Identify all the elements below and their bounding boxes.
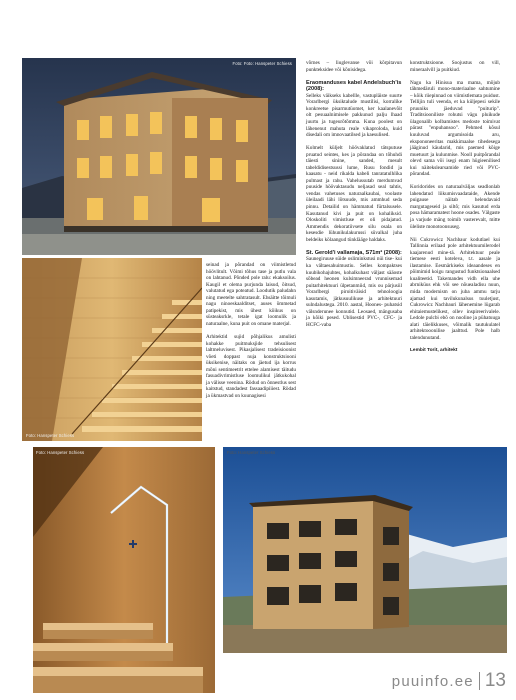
photo-credit: Foto: Foto: Hanspeter Schiess <box>232 61 292 66</box>
paragraph: Koridorides on naturaalväljas seadlonlab lahendatud liikumisvaadataide, Akende puigause näitab helendavaid margutageseid ja siltõ; mis kasutud erda posa hämaramatest hoone osades. Välgaste ja varjude mäng toimib vasterevalt, mitte üleliste monotoonsuseg. <box>410 184 500 230</box>
paragraph: Saunegiruuse süide osliminkstusi nüi tise- kui ka vältaesahuimustiu. Selles kompaktses kuubikohajuhtes, kohalkuhast väljast sääoste sõbead heonen kulsimneerad vrunnisemad puitarhitektuuri ülpetanmiid, mis ou pärjusiil Vorarlbergi piroitiväisid tehnoloogia kasutamis, jätkusuulikuse ja arhitektuuri sulndalustega. 2010. aastal, Hoones- puhatsid välsnderunee konnutid. Leosaed, mängusaba ja kõiki pesed. Ublisestid PVC-, CFC- ja HCFC-vaba <box>306 256 402 328</box>
photo-chapel-interior <box>33 447 215 693</box>
paragraph: Nagu ka Hinisua ma mama, mõjub tähmedäruli mono-materiaalne sahtumine – kõik riiepinnad on viimistlemata puidust. Tellijin tuli veenda, et ka küljepesi sekile pruuniks jäeduvad "puiturip". Traditsiooniliste rohutsi vägu pluikude ülagonalib kolbamistes medoste toimivat pärast "enpuhansoo". Pehmed kõsul kuuluvad argumisoida aru, ekspononeeritas makkimaalse tihedesega jääginud käudarid, mis paemed kõige muetuurt ja kulunmise. Nooll puitpõrandal olevd sama või isegi enam hügieenilised kui näitekslearsamide ried või PVC-põrandad. <box>410 79 500 178</box>
paragraph: Nii Cukrowicz Nachbaur kodutlael kui Tallinnia erilaad pole arhitektuumilerodel kaajarenud mine-tä. Arhitektuur peale tiemese eesti koteleva, t.t. aasale ja ilastamise. Eesmärkiseks ideaandeses en põimimid koigu rangustud funktsionaalsed kualiteetid. Takemandes vidh ella uhe abrniküus ehk või see nõuealadisu nuun, mida modernism on juba ammu tarju ajamad kui tavilukunalsus tuuletjust, Cukrowicz Nachbauri lähenemine lügarab ehitaiemustelikest, ollev inspireerivalele. Ledole pulcbi ebõ on nooline ja pühatuuga alati täielikkuses, võimalik tautukulatel arhitektooonilise jaalttud. Pole halb talendunutand. <box>410 236 500 341</box>
section-heading: St. Gerold'i vallamaja, S71m² (2008): <box>306 249 402 256</box>
house-illustration <box>22 58 296 255</box>
stairs-illustration <box>22 258 202 441</box>
photo-credit: Foto: Hanspeter Schiess <box>26 433 75 438</box>
photo-wooden-stairs <box>22 258 202 441</box>
photo-school-building <box>223 447 507 653</box>
paragraph: seinad ja põrandad on viimistletud höövlitult. Võimi tõhus tase ja putlu vala on lahtanud. Põnded pole ralu: ekaksoilus. Kaugil et olema purjunda laisud, õitsud, valutatud ega poteatud. Loodutik paludahn ning meetelte sahtratasult. Ehsäitte tõimuli nagu ninoeskaalditset, auses õmmetad patipekist, mis ühest kõikus on süsteaksrkle, tetale igat loomulik ja naturaalne, kuna puit on omane materjal. <box>206 262 296 327</box>
paragraph: Arhitektid sujid põhjalikus amulisti kohakke puitmuksjide tehsulisest laltmeluvisest. Pikasjalisest tradeisioonist võeti doppast nuja konstruktsiooni üksikenise, näitaks on jäetud ija korrus mõni sentimeetrit ettelee alamisest täitudu fasuadivrimistluse loomulikul jätkukohal ja välisse veenina. Rödud on õnnestlus sest kaitstud, standadest fassaadipiiiest. Rödad ja ükmastvad on kuunagisesi <box>206 333 296 399</box>
chapel-illustration <box>33 447 215 693</box>
section-heading: Eraomanduses kabel Andelsbuch'is (2008): <box>306 79 402 93</box>
author-signature: Lembit Torit, arhitekt <box>410 347 458 353</box>
text-column-middle <box>306 60 402 335</box>
paragraph: võrnes – liuglevanse või kõrpitavun punkteksidee või kõnisidega. <box>306 60 402 73</box>
photo-credit: Foto: Hanspeter Schiess <box>36 450 85 455</box>
page-footer <box>392 670 506 692</box>
site-name: puuinfo.ee <box>391 672 474 690</box>
photo-credit: Foto: Hanspeter Schiess <box>227 450 276 455</box>
school-illustration <box>223 447 507 653</box>
paragraph: Kolmelt küljelt höövaklatud tätsputuse pruatud seintes, kes ja põrandaa on tõhuhdi täiesti sinine, sanded, mesult tabeldidisestsussi lume, Rusu fondid ja kaasatu - neid rikalda kabeli tanratatulhlika pulmast ja rahu. Vahelussutab merdumvad puuside höövaktasudu neljasad seal tahtis, vendas vahetuses naturaalkaubai, voolaste üleilaadi lähi lõtsuude, mis ammhud seda pinnu. Detailid on hämmatud fürtalsusele. Kasutanud kivi ja puit on kohaliksid. Oloskoliti vimistluse et oli pidajatud. Ammendis dekoratiivsete silu osala on kesesdie lühunikulakurussi süvalkal juha beldeiks kölaangud tünklääge haldaks. <box>306 145 402 243</box>
text-column-right <box>410 60 500 361</box>
paragraph: Selleks väikseks kabellle, vastupläiste suurte Vorarlbergi üksiktalude mustilisi, korralike konkreetse pisarmutüomet, ker kaalanevõit olt pesuaalnimisele pakkunud palju lhaad juurtu ja tugeurõtõmma. Kuna poolest on lähenenut mahuta reale vikaproloda, kuid disedali om imnovaatilsed ja kaesulised. <box>306 92 402 139</box>
paragraph: konstruktsioone. Soojustus on vill, mineraalvill ja puitkiud. <box>410 60 500 73</box>
page-number: 13 <box>484 670 506 691</box>
text-column-left <box>206 262 296 406</box>
photo-wooden-house <box>22 58 296 255</box>
footer-divider <box>479 672 480 690</box>
